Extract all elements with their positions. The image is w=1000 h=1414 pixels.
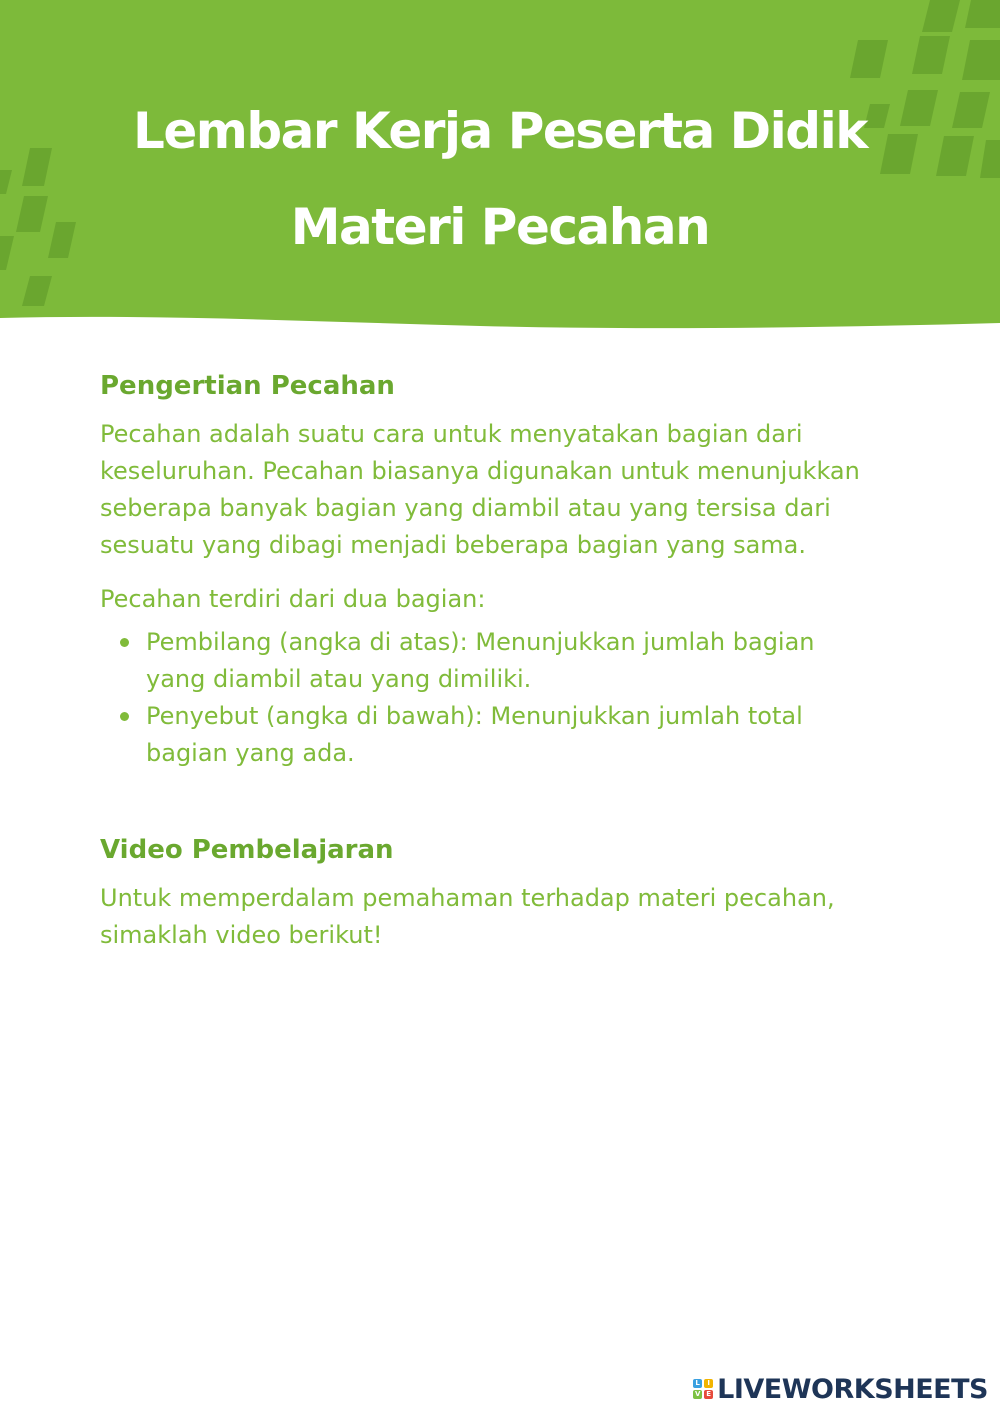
section-heading-video: Video Pembelajaran xyxy=(100,835,394,865)
main-content xyxy=(100,368,920,954)
header-banner xyxy=(0,0,1000,330)
liveworksheets-logo[interactable] xyxy=(693,1374,988,1404)
paragraph-line: keseluruhan. Pecahan biasanya digunakan untuk menunjukkan xyxy=(100,457,860,485)
worksheet-subtitle: Materi Pecahan xyxy=(290,198,710,256)
logo-letter: V xyxy=(694,1390,701,1398)
paragraph-line: sesuatu yang dibagi menjadi beberapa bagian yang sama. xyxy=(100,531,807,559)
definition-paragraph xyxy=(100,416,920,564)
list-item-line: yang diambil atau yang dimiliki. xyxy=(146,665,532,693)
header-background xyxy=(0,0,1000,330)
logo-text: LIVEWORKSHEETS xyxy=(717,1373,988,1405)
video-paragraph xyxy=(100,880,920,954)
list-item-line: Penyebut (angka di bawah): Menunjukkan jumlah total xyxy=(146,702,803,730)
logo-mark-icon xyxy=(693,1379,713,1399)
section-heading-pengertian: Pengertian Pecahan xyxy=(100,371,395,401)
worksheet-title: Lembar Kerja Peserta Didik xyxy=(133,102,867,160)
paragraph-line: Untuk memperdalam pemahaman terhadap materi pecahan, xyxy=(100,884,835,912)
list-item-pembilang xyxy=(100,624,920,698)
bullet-icon xyxy=(120,712,129,721)
logo-letter: I xyxy=(704,1379,713,1388)
bullet-icon xyxy=(120,638,129,647)
list-item-line: bagian yang ada. xyxy=(146,739,355,767)
logo-letter: E xyxy=(704,1390,713,1399)
logo-letter: L xyxy=(693,1379,702,1388)
list-item-penyebut xyxy=(100,698,920,772)
parts-intro: Pecahan terdiri dari dua bagian: xyxy=(100,585,486,613)
list-item-line: Pembilang (angka di atas): Menunjukkan jumlah bagian xyxy=(146,628,815,656)
paragraph-line: simaklah video berikut! xyxy=(100,921,383,949)
paragraph-line: seberapa banyak bagian yang diambil atau yang tersisa dari xyxy=(100,494,831,522)
paragraph-line: Pecahan adalah suatu cara untuk menyatakan bagian dari xyxy=(100,420,803,448)
parts-list xyxy=(100,624,920,772)
